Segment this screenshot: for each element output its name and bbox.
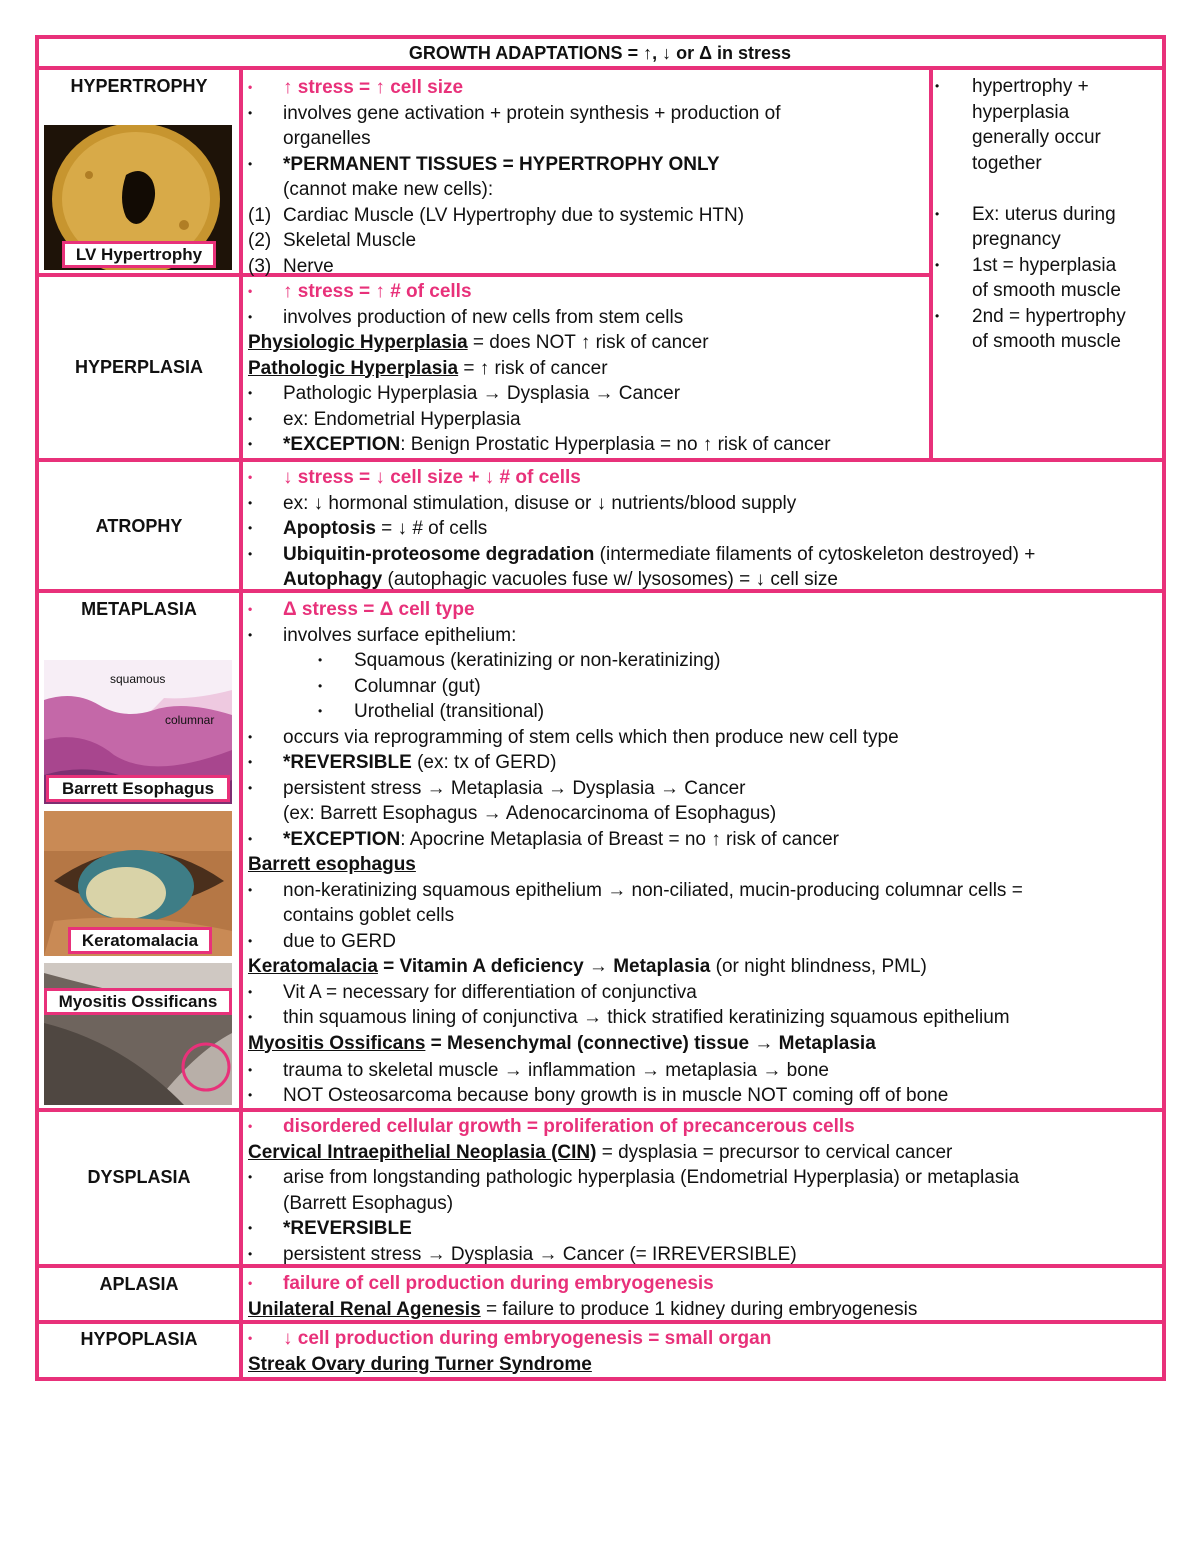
bullet: • (248, 470, 253, 484)
side-note-line: hypertrophy + (972, 76, 1089, 97)
bullet: • (248, 1331, 253, 1345)
bullet: • (248, 411, 253, 426)
bullet: • (248, 386, 253, 400)
bullet: • (248, 933, 253, 948)
hyperplasia-line: = does NOT ↑ risk of cancer (467, 332, 709, 353)
dysplasia-line: persistent stress → Dysplasia → Cancer (= IRREVERSIBLE) (283, 1243, 797, 1265)
reversible-label: *REVERSIBLE (283, 1218, 412, 1239)
caption-barrett-esophagus: Barrett Esophagus (46, 775, 230, 802)
term-pathologic-hyperplasia: Pathologic Hyperplasia (248, 357, 459, 379)
atrophy-content (248, 465, 1158, 593)
caption-myositis-ossificans: Myositis Ossificans (44, 988, 232, 1015)
metaplasia-line: contains goblet cells (283, 905, 455, 926)
bullet: • (248, 602, 253, 616)
atrophy-line: (autophagic vacuoles fuse w/ lysosomes) = ↓ cell size (382, 569, 838, 590)
metaplasia-line: = Mesenchymal (connective) tissue → Metaplasia (425, 1032, 876, 1054)
side-note-line: Ex: uterus during (972, 203, 1116, 225)
bullet: • (248, 156, 253, 171)
hypertrophy-line: organelles (283, 128, 371, 149)
atrophy-line: ex: ↓ hormonal stimulation, disuse or ↓ nutrients/blood supply (283, 492, 797, 514)
hyperplasia-line: involves production of new cells from stem cells (283, 306, 684, 328)
bullet: • (935, 308, 940, 323)
metaplasia-headline: Δ stress = Δ cell type (283, 599, 475, 620)
hypertrophy-headline: ↑ stress = ↑ cell size (283, 77, 464, 98)
side-note-line: 2nd = hypertrophy (972, 305, 1126, 327)
bullet: • (248, 521, 253, 535)
caption-keratomalacia: Keratomalacia (68, 927, 212, 954)
metaplasia-line: persistent stress → Metaplasia → Dysplasia → Cancer (283, 777, 746, 799)
hypertrophy-line: involves gene activation + protein synthesis + production of (283, 102, 781, 124)
side-note-line: of smooth muscle (972, 331, 1121, 352)
metaplasia-line: involves surface epithelium: (283, 624, 517, 646)
side-column-divider (929, 66, 933, 460)
list-number: (3) (248, 255, 272, 277)
bullet: • (248, 1010, 253, 1024)
label-hyperplasia: HYPERPLASIA (74, 357, 204, 377)
atrophy-line: (intermediate filaments of cytoskeleton destroyed) + (594, 543, 1036, 565)
bullet: • (248, 495, 253, 510)
bullet: • (935, 257, 940, 272)
term-keratomalacia: Keratomalacia (248, 956, 378, 977)
metaplasia-line: Vit A = necessary for differentiation of conjunctiva (283, 981, 697, 1003)
metaplasia-content (248, 597, 1158, 1109)
label-atrophy: ATROPHY (95, 516, 183, 536)
metaplasia-line: non-keratinizing squamous epithelium → non-ciliated, mucin-producing columnar cells = (283, 879, 1023, 901)
bullet: • (935, 79, 940, 93)
side-note-line: hyperplasia (972, 101, 1070, 123)
hypertrophy-line: Cardiac Muscle (LV Hypertrophy due to systemic HTN) (283, 204, 745, 226)
bullet: • (248, 1170, 253, 1184)
bullet: • (248, 546, 253, 561)
metaplasia-line: due to GERD (283, 930, 396, 952)
label-hypertrophy: HYPERTROPHY (70, 76, 208, 96)
metaplasia-line: NOT Osteosarcoma because bony growth is in muscle NOT coming off of bone (283, 1085, 949, 1106)
bullet: • (248, 105, 253, 120)
hypertrophy-line: Skeletal Muscle (283, 230, 417, 251)
hyperplasia-line: Pathologic Hyperplasia → Dysplasia → Cancer (283, 383, 681, 404)
bullet: • (248, 1119, 253, 1133)
metaplasia-line: = Vitamin A deficiency → Metaplasia (377, 956, 711, 977)
bullet: • (248, 1088, 253, 1102)
bullet: • (248, 984, 253, 999)
divider-dysplasia (35, 1108, 1166, 1112)
hypertrophy-line: *PERMANENT TISSUES = HYPERTROPHY ONLY (283, 153, 720, 175)
hypoplasia-headline: ↓ cell production during embryogenesis = small organ (283, 1328, 772, 1349)
metaplasia-line: (ex: tx of GERD) (411, 752, 557, 773)
atrophy-line: = ↓ # of cells (375, 518, 488, 539)
bullet: • (318, 678, 323, 693)
title-divider (35, 66, 1166, 70)
bullet: • (248, 780, 253, 795)
caption-lv-hypertrophy: LV Hypertrophy (62, 241, 216, 268)
term-apoptosis: Apoptosis (283, 518, 376, 539)
label-hypoplasia: HYPOPLASIA (80, 1329, 198, 1349)
bullet: • (318, 653, 323, 667)
label-dysplasia: DYSPLASIA (87, 1167, 191, 1187)
bullet: • (248, 729, 253, 744)
bullet: • (248, 309, 253, 324)
metaplasia-line: Urothelial (transitional) (354, 701, 545, 722)
term-myositis-ossificans: Myositis Ossificans (248, 1032, 426, 1054)
metaplasia-line: (or night blindness, PML) (710, 956, 927, 977)
atrophy-headline: ↓ stress = ↓ cell size + ↓ # of cells (283, 467, 581, 488)
list-number: (1) (248, 204, 272, 226)
term-autophagy: Autophagy (283, 569, 383, 590)
hyperplasia-line: : Benign Prostatic Hyperplasia = no ↑ risk of cancer (400, 434, 831, 455)
side-note-line: generally occur (972, 127, 1101, 148)
bullet: • (248, 80, 253, 94)
dysplasia-headline: disordered cellular growth = proliferation of precancerous cells (283, 1116, 855, 1137)
term-ubiquitin: Ubiquitin-proteosome degradation (283, 543, 595, 565)
metaplasia-line: Squamous (keratinizing or non-keratinizing) (354, 650, 721, 671)
divider-atrophy (35, 458, 1166, 462)
metaplasia-line: thin squamous lining of conjunctiva → thick stratified keratinizing squamous epithelium (283, 1007, 1010, 1028)
aplasia-headline: failure of cell production during embryogenesis (283, 1273, 714, 1294)
dysplasia-line: (Barrett Esophagus) (283, 1192, 454, 1214)
hyperplasia-line: = ↑ risk of cancer (458, 357, 608, 379)
label-aplasia: APLASIA (99, 1274, 179, 1294)
bullet: • (248, 831, 253, 846)
list-number: (2) (248, 230, 272, 251)
hypertrophy-line: Nerve (283, 255, 334, 277)
term-barrett-esophagus: Barrett esophagus (248, 854, 416, 875)
term-streak-ovary: Streak Ovary during Turner Syndrome (248, 1353, 592, 1375)
bullet: • (935, 206, 940, 221)
bullet: • (248, 627, 253, 642)
hypertrophy-content (248, 75, 928, 279)
side-note-line: together (972, 152, 1042, 174)
hyperplasia-headline: ↑ stress = ↑ # of cells (283, 281, 472, 302)
bullet: • (248, 1221, 253, 1235)
exception-label: *EXCEPTION (283, 828, 401, 850)
side-note-line: of smooth muscle (972, 280, 1121, 301)
bullet: • (248, 755, 253, 769)
term-renal-agenesis: Unilateral Renal Agenesis (248, 1298, 481, 1320)
bullet: • (318, 704, 323, 718)
dysplasia-content (248, 1114, 1158, 1267)
hypertrophy-line: (cannot make new cells): (283, 179, 494, 200)
myositis-ossificans-image (44, 963, 232, 1105)
label-columnar: columnar (165, 713, 215, 727)
label-metaplasia: METAPLASIA (81, 599, 197, 619)
hypoplasia-content (248, 1326, 1158, 1377)
hyperplasia-line: ex: Endometrial Hyperplasia (283, 408, 521, 430)
bullet: • (248, 1062, 253, 1077)
xray-icon (44, 963, 232, 1105)
bullet: • (248, 437, 253, 451)
dysplasia-line: = dysplasia = precursor to cervical cancer (596, 1141, 953, 1163)
term-cin: Cervical Intraepithelial Neoplasia (CIN) (248, 1141, 597, 1163)
side-note-line: pregnancy (972, 229, 1061, 250)
term-physiologic-hyperplasia: Physiologic Hyperplasia (248, 332, 468, 353)
aplasia-line: = failure to produce 1 kidney during embryogenesis (480, 1298, 918, 1320)
bullet: • (248, 882, 253, 897)
metaplasia-line: trauma to skeletal muscle → inflammation → metaplasia → bone (283, 1059, 829, 1081)
label-squamous: squamous (110, 672, 166, 686)
metaplasia-line: (ex: Barrett Esophagus → Adenocarcinoma of Esophagus) (283, 803, 777, 824)
dysplasia-line: arise from longstanding pathologic hyperplasia (Endometrial Hyperplasia) or metaplasia (283, 1167, 1020, 1188)
metaplasia-line: occurs via reprogramming of stem cells which then produce new cell type (283, 726, 899, 748)
side-note-line: 1st = hyperplasia (972, 254, 1117, 276)
metaplasia-line: Columnar (gut) (354, 675, 481, 697)
reversible-label: *REVERSIBLE (283, 752, 412, 773)
exception-label: *EXCEPTION (283, 434, 401, 455)
bullet: • (248, 284, 253, 298)
page-title: GROWTH ADAPTATIONS = ↑, ↓ or Δ in stress (408, 43, 792, 63)
hyperplasia-content (248, 279, 928, 458)
bullet: • (248, 1276, 253, 1290)
metaplasia-line: : Apocrine Metaplasia of Breast = no ↑ risk of cancer (400, 828, 840, 850)
aplasia-content (248, 1271, 1158, 1322)
bullet: • (248, 1246, 253, 1261)
